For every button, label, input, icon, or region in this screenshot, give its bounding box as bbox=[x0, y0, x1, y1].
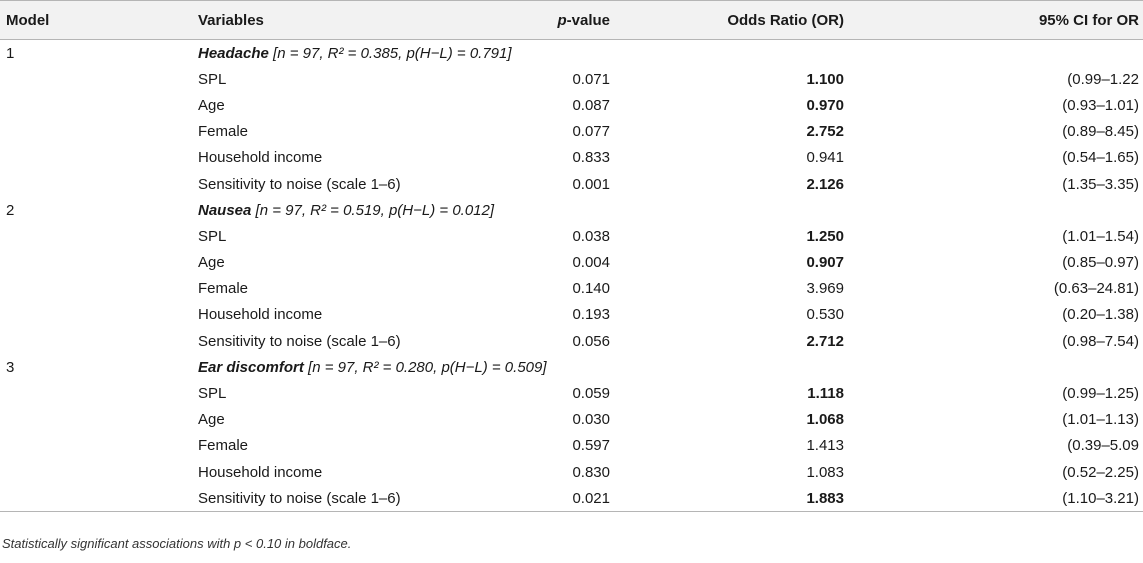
variable-name: SPL bbox=[198, 70, 227, 88]
table-body bbox=[0, 40, 1143, 512]
model-number: 1 bbox=[6, 44, 15, 62]
model-group-row bbox=[0, 40, 1143, 67]
empty-cell bbox=[0, 276, 198, 302]
table-row bbox=[0, 171, 1143, 197]
empty-cell bbox=[0, 302, 198, 328]
table-row bbox=[0, 328, 1143, 354]
model-outcome-label bbox=[198, 354, 1143, 380]
confidence-interval: (0.98–7.54) bbox=[1062, 332, 1139, 350]
confidence-interval: (0.52–2.25) bbox=[1062, 463, 1139, 481]
table-row bbox=[0, 459, 1143, 485]
confidence-interval: (1.01–1.54) bbox=[1062, 227, 1139, 245]
p-value: 0.140 bbox=[572, 280, 610, 298]
outcome-name: Nausea bbox=[198, 201, 252, 219]
confidence-interval: (0.63–24.81) bbox=[1053, 280, 1139, 298]
odds-ratio: 1.118 bbox=[807, 385, 844, 403]
confidence-interval: (0.20–1.38) bbox=[1062, 306, 1139, 324]
header-p-value bbox=[550, 1, 610, 40]
empty-cell bbox=[0, 328, 198, 354]
empty-cell bbox=[0, 433, 198, 459]
header-p-rest: -value bbox=[566, 11, 610, 29]
empty-cell bbox=[0, 92, 198, 118]
p-value: 0.059 bbox=[572, 385, 610, 403]
variable-name: Household income bbox=[198, 306, 323, 324]
variable-name: Age bbox=[198, 96, 225, 114]
empty-cell bbox=[0, 223, 198, 249]
variable-name: Sensitivity to noise (scale 1–6) bbox=[198, 332, 401, 350]
p-value: 0.056 bbox=[572, 332, 610, 350]
variable-name: Household income bbox=[198, 463, 323, 481]
table-row bbox=[0, 223, 1143, 249]
header-variables: Variables bbox=[198, 1, 550, 40]
confidence-interval: (1.10–3.21) bbox=[844, 485, 1143, 512]
empty-cell bbox=[0, 380, 198, 406]
table-row bbox=[0, 302, 1143, 328]
table-row bbox=[0, 485, 1143, 512]
odds-ratio: 3.969 bbox=[806, 280, 844, 298]
p-value: 0.830 bbox=[572, 463, 610, 481]
model-number: 2 bbox=[6, 201, 15, 219]
odds-ratio: 1.883 bbox=[610, 485, 844, 512]
p-value: 0.038 bbox=[572, 227, 610, 245]
p-value: 0.087 bbox=[572, 96, 610, 114]
table-row bbox=[0, 433, 1143, 459]
odds-ratio: 2.126 bbox=[806, 175, 844, 193]
odds-ratio: 1.083 bbox=[806, 463, 844, 481]
table-row bbox=[0, 145, 1143, 171]
table-row bbox=[0, 250, 1143, 276]
variable-name: Female bbox=[198, 123, 249, 141]
model-group-row bbox=[0, 354, 1143, 380]
outcome-stats: [n = 97, R² = 0.519, p(H−L) = 0.012] bbox=[251, 201, 495, 219]
header-row bbox=[0, 1, 1143, 40]
odds-ratio: 1.250 bbox=[806, 227, 844, 245]
odds-ratio: 0.530 bbox=[806, 306, 844, 324]
odds-ratio: 0.907 bbox=[806, 254, 844, 272]
table-footnote: Statistically significant associations with p < 0.10 in boldface. bbox=[2, 536, 352, 551]
confidence-interval: (0.89–8.45) bbox=[1062, 123, 1139, 141]
confidence-interval: (1.01–1.13) bbox=[1062, 411, 1139, 429]
empty-cell bbox=[0, 407, 198, 433]
outcome-name: Headache bbox=[198, 44, 269, 62]
odds-ratio: 1.100 bbox=[806, 70, 844, 88]
confidence-interval: (0.99–1.25) bbox=[1062, 385, 1139, 403]
odds-ratio: 1.068 bbox=[806, 411, 844, 429]
variable-name: Female bbox=[198, 280, 249, 298]
variable-name: Age bbox=[198, 254, 225, 272]
empty-cell bbox=[0, 485, 198, 512]
table-row bbox=[0, 276, 1143, 302]
table-row bbox=[0, 66, 1143, 92]
empty-cell bbox=[0, 459, 198, 485]
p-value: 0.004 bbox=[572, 254, 610, 272]
p-value: 0.071 bbox=[572, 70, 610, 88]
outcome-name: Ear discomfort bbox=[198, 358, 304, 376]
variable-name: Age bbox=[198, 411, 225, 429]
empty-cell bbox=[0, 119, 198, 145]
confidence-interval: (0.93–1.01) bbox=[1062, 96, 1139, 114]
p-value: 0.833 bbox=[572, 149, 610, 167]
header-odds-ratio: Odds Ratio (OR) bbox=[610, 1, 844, 40]
table-row bbox=[0, 380, 1143, 406]
table-row bbox=[0, 92, 1143, 118]
model-group-row bbox=[0, 197, 1143, 223]
empty-cell bbox=[0, 171, 198, 197]
table-row bbox=[0, 407, 1143, 433]
odds-ratio: 0.970 bbox=[806, 96, 844, 114]
variable-name: Household income bbox=[198, 149, 323, 167]
p-value: 0.193 bbox=[572, 306, 610, 324]
odds-ratio: 1.413 bbox=[806, 437, 844, 455]
p-value: 0.030 bbox=[572, 411, 610, 429]
variable-name: SPL bbox=[198, 227, 227, 245]
model-number: 3 bbox=[6, 358, 15, 376]
model-outcome-label bbox=[198, 197, 1143, 223]
header-ci: 95% CI for OR bbox=[844, 1, 1143, 40]
table-row bbox=[0, 119, 1143, 145]
p-value: 0.001 bbox=[572, 175, 610, 193]
table-header bbox=[0, 1, 1143, 40]
header-p-italic: p bbox=[557, 11, 567, 29]
odds-ratio: 2.752 bbox=[806, 123, 844, 141]
empty-cell bbox=[0, 250, 198, 276]
outcome-stats: [n = 97, R² = 0.385, p(H−L) = 0.791] bbox=[268, 44, 512, 62]
p-value: 0.077 bbox=[572, 123, 610, 141]
p-value: 0.597 bbox=[572, 437, 610, 455]
outcome-stats: [n = 97, R² = 0.280, p(H−L) = 0.509] bbox=[303, 358, 547, 376]
empty-cell bbox=[0, 145, 198, 171]
p-value: 0.021 bbox=[550, 485, 610, 512]
confidence-interval: (0.99–1.22 bbox=[1067, 70, 1139, 88]
odds-ratio: 2.712 bbox=[806, 332, 844, 350]
variable-name: Female bbox=[198, 437, 249, 455]
confidence-interval: (0.54–1.65) bbox=[1062, 149, 1139, 167]
confidence-interval: (1.35–3.35) bbox=[1062, 175, 1139, 193]
odds-ratio: 0.941 bbox=[806, 149, 844, 167]
empty-cell bbox=[0, 66, 198, 92]
model-outcome-label bbox=[198, 40, 1143, 67]
confidence-interval: (0.85–0.97) bbox=[1062, 254, 1139, 272]
header-model: Model bbox=[0, 1, 198, 40]
confidence-interval: (0.39–5.09 bbox=[1067, 437, 1139, 455]
variable-name: Sensitivity to noise (scale 1–6) bbox=[198, 175, 401, 193]
variable-name: SPL bbox=[198, 385, 227, 403]
variable-name: Sensitivity to noise (scale 1–6) bbox=[198, 485, 550, 512]
